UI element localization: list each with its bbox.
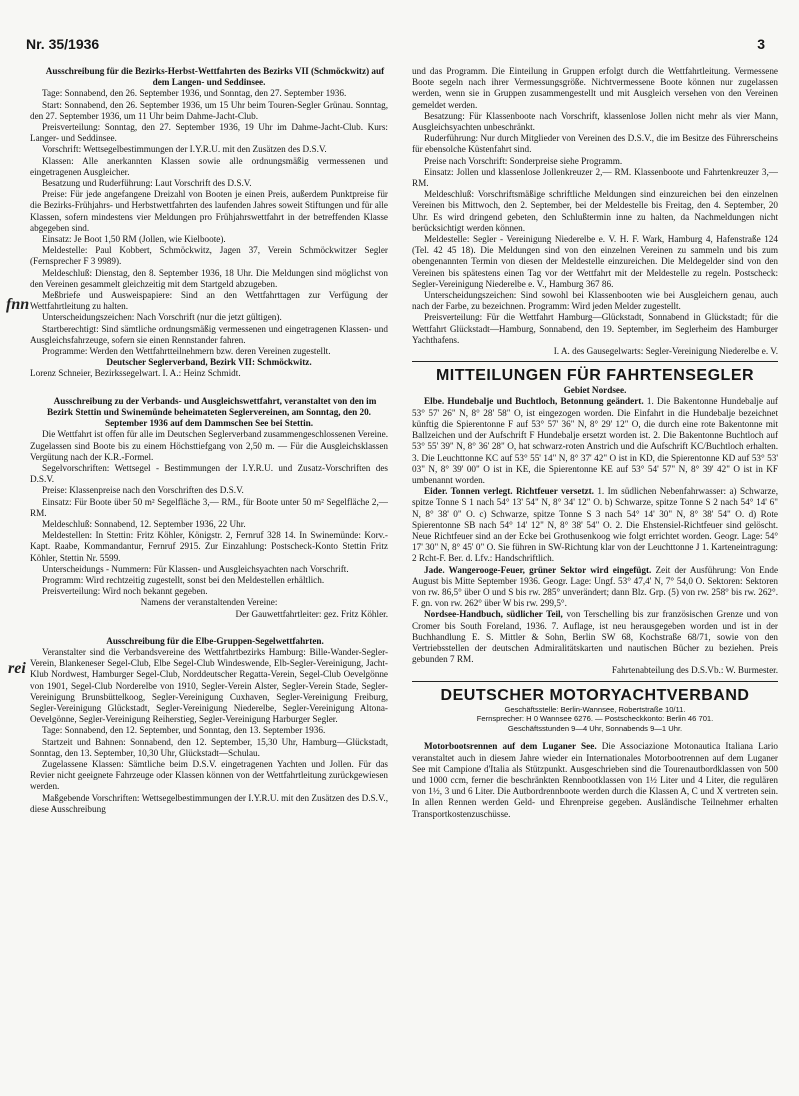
paragraph: Programm: Wird rechtzeitig zugestellt, sonst bei den Meldestellen erhältlich. (42, 574, 325, 585)
paragraph: und das Programm. Die Einteilung in Gruppen erfolgt durch die Wettfahrtleitung. Vermessene Boote segeln nach ihrer Vermessungsgröße. Nichtvermessene Boote können nur zugelassen werden, wenn sie in Gruppen zusammengestellt und mit Ausgleich versehen von den Vereinen gemeldet werden. (412, 66, 778, 110)
paragraph: Startberechtigt: Sind sämtliche ordnungsmäßig vermessenen und eingetragenen Klassen- und Ausgleichsfahrzeuge, sofern sie einen Rennstander fahren. (30, 323, 388, 345)
paragraph: Besatzung und Ruderführung: Laut Vorschrift des D.S.V. (42, 178, 252, 189)
signature: Der Gauwettfahrtleiter: gez. Fritz Köhler. (235, 608, 388, 619)
paragraph: Startzeit und Bahnen: Sonnabend, den 12. September, 15,30 Uhr, Hamburg—Glückstadt, Sonntag, den 13. September, 10,30 Uhr, Glückstadt—Schulau. (30, 736, 388, 758)
office-address: Geschäftsstelle: Berlin-Wannsee, Robertstraße 10/11. (504, 704, 686, 714)
signature: Fahrtenabteilung des D.S.Vb.: W. Burmester. (611, 665, 778, 676)
paragraph: Preise nach Vorschrift: Sonderpreise siehe Programm. (424, 155, 623, 166)
right-column (412, 66, 778, 820)
paragraph: Maßgebende Vorschriften: Wettsegelbestimmungen der I.Y.R.U. mit den Zusätzen des D.S.V., diese Ausschreibung (30, 792, 388, 814)
paragraph: Die Wettfahrt ist offen für alle im Deutschen Seglerverband zusammengeschlossenen Vereine. Zugelassen sind Boote bis zu einem Höchsttiefgang von 2,50 m. — Für die Ausgleichsklassen Vergütung nach der K.R.-Formel. (30, 429, 388, 462)
section-heading: DEUTSCHER MOTORYACHTVERBAND (440, 686, 750, 704)
paragraph: Preise: Für jede angefangene Dreizahl von Booten je einen Preis, außerdem Punktpreise für die Bezirks-Frühjahrs- und Herbstwettfahrten des laufenden Jahres soweit Stiftungen und für alle Klassen, sofern mindestens vier Meldungen pro Frühjahrswettfahrt in der betreffenden Klasse abgegeben sind. (30, 189, 388, 233)
paragraph: Preise: Klassenpreise nach den Vorschriften des D.S.V. (42, 485, 244, 496)
notice-heading: Elbe. Hundebalje und Buchtloch, Betonnung geändert. (424, 396, 644, 407)
paragraph: Zugelassene Klassen: Sämtliche beim D.S.V. eingetragenen Yachten und Jollen. Für das Revier nicht geeignete Fahrzeuge oder Klassen können von der Wettfahrtleitung zurückgewiesen werden. (30, 758, 388, 792)
issue-number: Nr. 35/1936 (26, 36, 100, 52)
paragraph: Unterscheidungszeichen: Nach Vorschrift (nur die jetzt gültigen). (42, 312, 282, 323)
paragraph: Einsatz: Für Boote über 50 m² Segelfläche 3,— RM., für Boote unter 50 m² Segelfläche 2,— RM. (30, 496, 388, 518)
paragraph: Meldeschluß: Sonnabend, 12. September 1936, 22 Uhr. (42, 518, 246, 529)
notice-paragraph (412, 486, 778, 564)
notice-heading: Jade. Wangerooge-Feuer, grüner Sektor wird eingefügt. (424, 564, 652, 575)
article-title: Ausschreibung zu der Verbands- und Ausgleichswettfahrt, veranstaltet von den im Bezirk Stettin und Swinemünde beheimateten Seglervereinen, am Sonntag, den 20. September 1936 auf dem Dammschen See bei Stettin. (47, 395, 377, 429)
paragraph: Meldestellen: In Stettin: Fritz Köhler, Königstr. 2, Fernruf 328 14. In Swinemünde: Korv.-Kapt. Raabe, Kommandantur, Fernruf 2915. Zur Einzahlung: Postscheck-Konto Stettin Fritz Köhler, Stettin Nr. 5599. (30, 530, 388, 563)
paragraph: Meldestelle: Paul Kobbert, Schmöckwitz, Jagen 37, Verein Schmöckwitzer Segler (Fernsprecher F 3 9989). (30, 245, 388, 267)
paragraph: Vorschrift: Wettsegelbestimmungen der I.Y.R.U. mit den Zusätzen des D.S.V. (42, 144, 327, 155)
notice-paragraph (412, 741, 778, 819)
signature: Deutscher Seglerverband, Bezirk VII: Schmöckwitz. (106, 357, 312, 368)
paragraph: Einsatz: Jollen und klassenlose Jollenkreuzer 2,— RM. Klassenboote und Fahrtenkreuzer 3,— RM. (412, 166, 778, 189)
paragraph: Meldestelle: Segler - Vereinigung Niederelbe e. V. H. F. Wark, Hamburg 4, Hafenstraße 124 (Tel. 42 45 18). Die Meldungen sind von den einzelnen Vereinen zu sammeln und bis zum obengenannten Termin von diesen der Meldestelle einzureichen. Die Meldegelder sind von den Vereinen bis spätestens einen Tag vor der Wettfahrt mit der Meldestelle zu regeln. Postscheck: Segler-Vereinigung Niederelbe e. V., Hamburg 367 86. (412, 234, 778, 289)
section-divider (412, 681, 778, 682)
notice-paragraph (412, 565, 778, 610)
notice-text: 1. Die Bakentonne Hundebalje auf 53° 57' 26" N, 8° 28' 58" O, ist eingezogen worden. Die Einfahrt in die Hundebalje bezeichnet künftig die Spierentonne F auf 53° 57' 36" N, 8° 29' 12" O, die durch eine rote Bakentonne mit Ballzeichen und der Aufschrift F Hundebalje ersetzt worden ist. 2. Die Bakentonne Buchtloch auf 53° 55' 39" N, 8° 36' 28" O, hat schwarz-roten Anstrich und die Aufschrift KC/Buchtloch erhalten. 3. Die Leuchttonne KC auf 53° 55' 14" N, 8° 37' 42" O ist in KD, die Spierentonne KD auf 53° 53' 03" N, 8° 39' 00" O ist in KE, die Spierentonne KE auf 53° 54' 57" N, 8° 39' 42" O ist in KF umbenannt worden. (412, 396, 778, 485)
paragraph: Einsatz: Je Boot 1,50 RM (Jollen, wie Kielboote). (42, 234, 226, 245)
notice-heading: Eider. Tonnen verlegt. Richtfeuer versetzt. (424, 486, 594, 497)
office-hours: Geschäftsstunden 9—4 Uhr, Sonnabends 9—1 Uhr. (507, 723, 683, 733)
paragraph: Besatzung: Für Klassenboote nach Vorschrift, klassenlose Jollen nicht mehr als vier Mann, Ausgleichsyachten unbeschränkt. (412, 110, 778, 133)
article-title: Ausschreibung für die Bezirks-Herbst-Wettfahrten des Bezirks VII (Schmöckwitz) auf dem Langen- und Seddinsee. (45, 66, 385, 88)
paragraph: Meßbriefe und Ausweispapiere: Sind an den Wettfahrttagen zur Verfügung der Wettfahrtleitung zu halten. (30, 290, 388, 312)
paragraph: Preisverteilung: Wird noch bekannt gegeben. (42, 586, 208, 597)
section-divider (412, 361, 778, 362)
notice-paragraph (412, 609, 778, 665)
paragraph: Veranstalter sind die Verbandsvereine des Wettfahrtbezirks Hamburg: Bille-Wander-Segler-Verein, Blankeneser Segel-Club, Elbe Segel-Club Windeswende, Elb-Segler-Vereinigung, Jacht-Klub Nordwest, Hamburger Segel-Club, Norddeutscher Regatta-Verein, Segel-Club Oevelgönne von 1901, Segel-Club Norderelbe von 1910, Segler-Verein Alster, Segler-Verein Stade, Segler-Vereinigung Brunsbüttelkoog, Segler-Vereinigung Cuxhaven, Segler-Vereinigung Freiburg, Segler-Vereinigung Glückstadt, Segler-Vereinigung Niederelbe, Segler-Vereinigung Altona-Oevelgönne, Segler-Vereinigung Reiherstieg, Segler-Vereinigung Harburger Segler. (30, 646, 388, 725)
paragraph: Preisverteilung: Sonntag, den 27. September 1936, 19 Uhr im Dahme-Jacht-Club. Kurs: Langer- und Seddinsee. (30, 122, 388, 144)
notice-text: 1. Im südlichen Nebenfahrwasser: a) Schwarze, spitze Tonne S 1 nach 54° 13' 54" N, 8° 34' 12" O. b) Schwarze, spitze Tonne S 2 nach 54° 14' 6" N, 8° 38' 0" O. c) Schwarze, spitze Tonne S 3 nach 54° 14' 30" N, 8° 38' 54" O. d) Rote Spierentonne SB nach 54° 14' 12" N, 8° 38' 54" O. 2. Die Ehstensiel-Richtfeuer sind gelöscht. Neue Richtfeuer sind an der Ecke bei Grothusenkoog wie folgt errichtet worden. Geogr. Lage: 54° 17' 30" N, 8° 45' 0" O. Sie führen in SW-Richtung klar von der Leuchttonne J 1. Karteneintragung: 2 Rcht-F. Ber. d. Lfv.: Handschriftlich. (412, 486, 779, 564)
article-title: Ausschreibung für die Elbe-Gruppen-Segelwettfahrten. (106, 635, 324, 646)
notice-text: Die Associazione Motonautica Italiana Lario veranstaltet auch in diesem Jahre wieder ein Internationales Motorbootrennen auf dem Luganer See mit Campione d'Italia als Stützpunkt. Ausgeschrieben sind die Tourenautbordklassen von 500 und 1000 ccm, ferner die beschränkten Rennbootklassen von 1½ Liter und 4 Liter, die regulären von 1½, 3 und 6 Liter. Die Autbordrennboote werden durch die Klassen A, C und X vertreten sein. In allen Rennen werden Geld- und Ehrenpreise gegeben. Ausländische Teilnehmer erhalten Transportkostenzuschüsse. (412, 741, 779, 819)
paragraph: Meldeschluß: Dienstag, den 8. September 1936, 18 Uhr. Die Meldungen sind möglichst von den Vereinen gesammelt gleichzeitig mit dem Startgeld abzugeben. (30, 267, 388, 289)
margin-handwriting-mark: fnn (6, 296, 30, 313)
margin-handwriting-mark: rei (8, 660, 26, 677)
office-phone: Fernsprecher: H 0 Wannsee 6276. — Postscheckkonto: Berlin 46 701. (476, 714, 714, 724)
notice-text: Zeit der Ausführung: Von Ende August bis Mitte September 1936. Geogr. Lage: Ungf. 53° 47,4' N, 7° 54,0 O. Sektoren: Sektoren von rw. 86,5° über O und S bis rw. 285° unverändert; dann Blz. Grp. (5) von rw. 258° bis rw. 262°. F. gn. von rw. 262° über W bis rw. 299,5°. (412, 564, 779, 609)
notice-text: von Terschelling bis zur französischen Grenze und von Cromer bis South Foreland, 1936. 7. Auflage, ist neu herausgegeben worden und ist in der Buchhandlung E. S. Mittler & Sohn, Berlin SW 68, Kochstraße 68/71, sowie von den Vertriebsstellen der deutschen Admiralitätskarten und nautischen Bücher zu beziehen. Preis gebunden 7 RM. (412, 609, 779, 665)
paragraph: Unterscheidungs - Nummern: Für Klassen- und Ausgleichsyachten nach Vorschrift. (42, 563, 349, 574)
paragraph: Preisverteilung: Für die Wettfahrt Hamburg—Glückstadt, Sonnabend in Glückstadt; für die Wettfahrt Glückstadt—Hamburg, Sonnabend, den 19. September, im Seglerheim des Hamburger Yachthafens. (412, 312, 778, 345)
page-number: 3 (757, 36, 765, 52)
paragraph: Tage: Sonnabend, den 12. September, und Sonntag, den 13. September 1936. (42, 725, 326, 736)
paragraph: Klassen: Alle anerkannten Klassen sowie alle ordnungsmäßig vermessenen und eingetragenen Ausgleicher. (30, 155, 388, 177)
notice-heading: Nordsee-Handbuch, südlicher Teil, (424, 609, 563, 620)
section-heading: MITTEILUNGEN FÜR FAHRTENSEGLER (435, 367, 755, 385)
paragraph: Start: Sonnabend, den 26. September 1936, um 15 Uhr beim Touren-Segler Grünau. Sonntag, den 27. September 1936, um 11 Uhr beim Dahme-Jacht-Club. (30, 99, 388, 121)
notice-heading: Motorbootsrennen auf dem Luganer See. (424, 741, 597, 752)
left-column (30, 66, 388, 815)
paragraph: Ruderführung: Nur durch Mitglieder von Vereinen des D.S.V., die im Besitze des Führerscheins für ebensolche Küstenfahrt sind. (412, 133, 778, 155)
paragraph: Segelvorschriften: Wettsegel - Bestimmungen der I.Y.R.U. und Zusatz-Vorschriften des D.S.V. (30, 462, 388, 485)
notice-paragraph (412, 396, 778, 486)
paragraph: Tage: Sonnabend, den 26. September 1936, und Sonntag, den 27. September 1936. (42, 88, 347, 99)
paragraph: Programme: Werden den Wettfahrtteilnehmern bzw. deren Vereinen zugestellt. (42, 346, 331, 357)
paragraph: Unterscheidungszeichen: Sind sowohl bei Klassenbooten wie bei Ausgleichern genau, auch nach der Farbe, zu bezeichnen. Programm: Wird jeden Melder zugestellt. (412, 290, 778, 312)
paragraph: Meldeschluß: Vorschriftsmäßige schriftliche Meldungen sind einzureichen bei den einzelnen Vereinen bis Mittwoch, den 2. September, bei der Meldestelle bis Freitag, den 4. September, 20 Uhr. Es wird dringend gebeten, den Schlußtermin inne zu halten, da Nachmeldungen nicht berücksichtigt werden können. (412, 189, 778, 233)
section-subheading: Gebiet Nordsee. (563, 385, 627, 396)
signature: Lorenz Schneier, Bezirkssegelwart. I. A.: Heinz Schmidt. (30, 368, 241, 379)
signature: Namens der veranstaltenden Vereine: (140, 597, 278, 608)
signature: I. A. des Gausegelwarts: Segler-Vereinigung Niederelbe e. V. (553, 346, 778, 357)
